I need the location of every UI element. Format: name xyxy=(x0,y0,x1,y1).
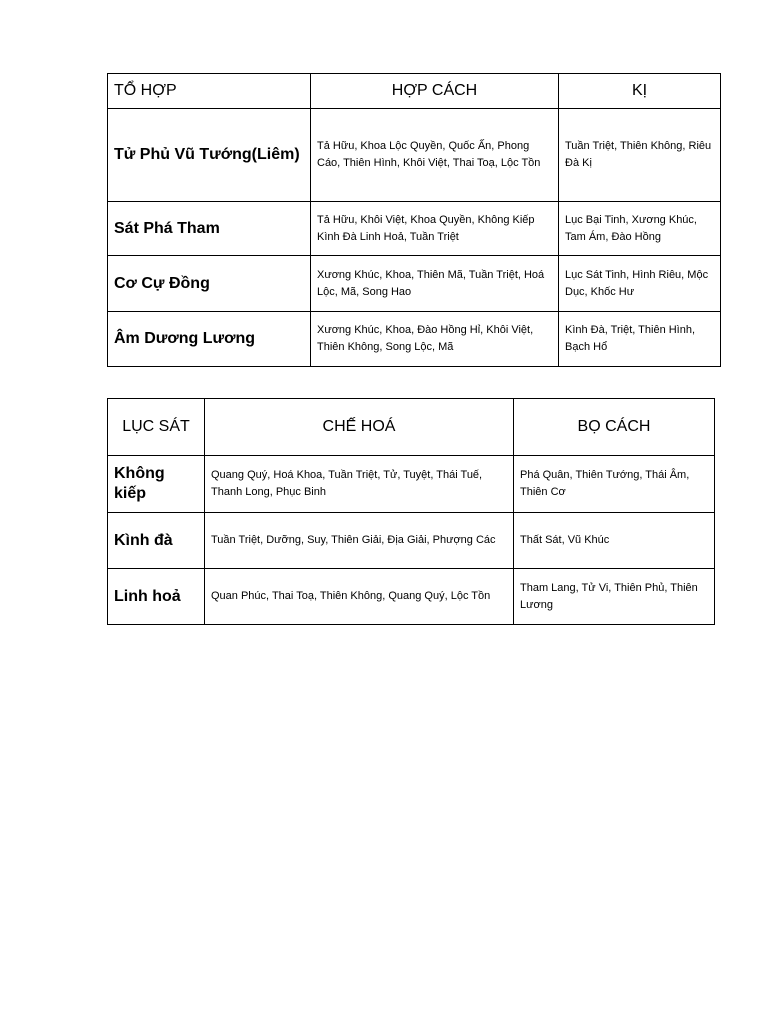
row-ki: Lục Bại Tinh, Xương Khúc, Tam Ám, Đào Hồng xyxy=(559,202,721,256)
row-hop-cach: Xương Khúc, Khoa, Đào Hồng Hỉ, Khôi Việt, Thiên Không, Song Lộc, Mã xyxy=(311,312,559,367)
header-luc-sat: LỤC SÁT xyxy=(108,399,205,456)
row-bo-cach: Thất Sát, Vũ Khúc xyxy=(514,513,715,569)
row-name: Không kiếp xyxy=(108,456,205,513)
row-che-hoa: Quang Quý, Hoá Khoa, Tuần Triệt, Tử, Tuyệt, Thái Tuế, Thanh Long, Phục Binh xyxy=(205,456,514,513)
header-to-hop: TỔ HỢP xyxy=(108,74,311,109)
row-hop-cach: Tả Hữu, Khoa Lộc Quyền, Quốc Ấn, Phong Cáo, Thiên Hình, Khôi Việt, Thai Toạ, Lộc Tồn xyxy=(311,109,559,202)
row-hop-cach: Xương Khúc, Khoa, Thiên Mã, Tuần Triệt, Hoá Lộc, Mã, Song Hao xyxy=(311,256,559,312)
header-hop-cach: HỢP CÁCH xyxy=(311,74,559,109)
row-name: Cơ Cự Đồng xyxy=(108,256,311,312)
table-row xyxy=(108,569,715,625)
row-ki: Kình Đà, Triệt, Thiên Hình, Bạch Hổ xyxy=(559,312,721,367)
table-row xyxy=(108,256,721,312)
row-name: Tử Phủ Vũ Tướng(Liêm) xyxy=(108,109,311,202)
row-che-hoa: Tuần Triệt, Dưỡng, Suy, Thiên Giải, Địa Giải, Phượng Các xyxy=(205,513,514,569)
row-name: Âm Dương Lương xyxy=(108,312,311,367)
row-ki: Lục Sát Tinh, Hình Riêu, Mộc Dục, Khốc Hư xyxy=(559,256,721,312)
table-row xyxy=(108,312,721,367)
header-bo-cach: BỌ CÁCH xyxy=(514,399,715,456)
table-header-row xyxy=(108,74,721,109)
row-che-hoa: Quan Phúc, Thai Toạ, Thiên Không, Quang Quý, Lộc Tồn xyxy=(205,569,514,625)
row-name: Kình đà xyxy=(108,513,205,569)
table-row xyxy=(108,202,721,256)
header-che-hoa: CHẾ HOÁ xyxy=(205,399,514,456)
table-row xyxy=(108,456,715,513)
to-hop-table xyxy=(107,73,721,367)
row-bo-cach: Phá Quân, Thiên Tướng, Thái Âm, Thiên Cơ xyxy=(514,456,715,513)
row-bo-cach: Tham Lang, Tử Vi, Thiên Phủ, Thiên Lương xyxy=(514,569,715,625)
header-ki: KỊ xyxy=(559,74,721,109)
table-row xyxy=(108,513,715,569)
row-name: Sát Phá Tham xyxy=(108,202,311,256)
luc-sat-table xyxy=(107,398,715,625)
row-name: Linh hoả xyxy=(108,569,205,625)
table-header-row xyxy=(108,399,715,456)
row-ki: Tuần Triệt, Thiên Không, Riêu Đà Kị xyxy=(559,109,721,202)
row-hop-cach: Tả Hữu, Khôi Việt, Khoa Quyền, Không Kiếp Kình Đà Linh Hoả, Tuần Triệt xyxy=(311,202,559,256)
table-row xyxy=(108,109,721,202)
